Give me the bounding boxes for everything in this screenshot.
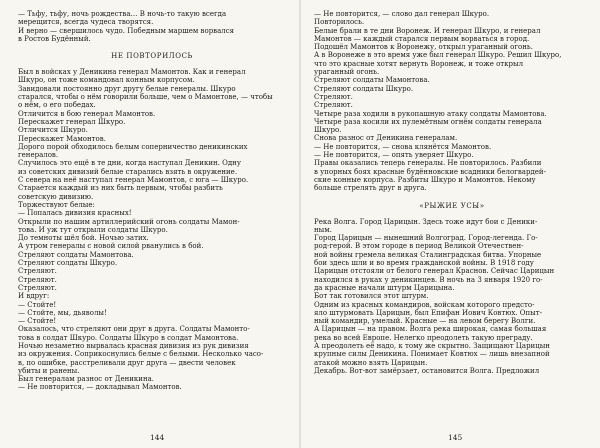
- left-top-text: [18, 10, 286, 43]
- text-line: Одним из красных командиров, войскам которого предсто-: [314, 300, 535, 309]
- text-line: Город Царицын — нынешний Волгоград. Город-легенда. Го-: [314, 234, 538, 243]
- text-line: Стреляют.: [314, 92, 353, 101]
- text-line: убиты и ранены.: [18, 366, 80, 375]
- text-line: — Стойте!: [18, 317, 57, 326]
- text-line: Декабрь. Вот-вот замёрзает, остановится Волга. Предложил: [314, 366, 540, 375]
- text-line: яло штурмовать Царицын, был Епифан Иович Ковтюх. Опыт-: [314, 308, 542, 317]
- text-line: А Царицын — на правом. Волга река широкая, самая большая: [314, 325, 547, 334]
- text-line: това в солдат Шкуро. Солдаты Шкуро в солдат Мамонтова.: [18, 333, 239, 342]
- text-line: советскую дивизию.: [18, 192, 94, 201]
- text-line: находился в руках у деникинцев. В ночь на 3 января 1920 го-: [314, 275, 543, 284]
- text-line: А преодолеть её надо, к тому же скрытно. Защищают Царицын: [314, 341, 550, 350]
- text-line: ным.: [314, 225, 332, 234]
- chapter-heading-ryzhie-usy: «РЫЖИЕ УСЫ»: [419, 201, 485, 210]
- text-line: Перескажет генерал Шкуро.: [18, 117, 126, 126]
- text-line: Четыре раза косили их пулемётным огнём солдаты генерала: [314, 117, 542, 126]
- text-line: Стреляют.: [18, 283, 57, 292]
- text-line: Мамонтов — каждый старался первым ворваться в город.: [314, 34, 530, 43]
- text-line: река во всей Европе. Нелегко преодолеть такую преграду.: [314, 333, 533, 342]
- text-line: Царицын отстояли от белого генерал Краснов. Сейчас Царицын: [314, 267, 555, 276]
- text-line: ный командир, умелый. Красные — на левом берегу Волги.: [314, 317, 536, 326]
- text-line: Правы оказались теперь генералы. Не повторилось. Разбили: [314, 159, 542, 168]
- text-line: Повторилось.: [314, 18, 365, 27]
- text-line: — Тьфу, тьфу, ночь рождества… В ночь-то такую всегда: [18, 10, 227, 18]
- text-line: това. И уж тут открыли солдаты Шкуро.: [18, 225, 168, 234]
- text-line: Стреляют.: [18, 267, 57, 276]
- text-line: мерещится, всегда чудеса творятся.: [18, 18, 154, 27]
- text-line: из окружения. Соприкоснулись белые с белыми. Несколько часо-: [18, 350, 264, 359]
- text-line: Бот так готовился этот штурм.: [314, 292, 429, 301]
- text-line: Старается каждый из них быть первым, чтобы разбить: [18, 184, 223, 193]
- text-line: С севера на неё наступал генерал Мамонтов, с юга — Шкуро.: [18, 176, 249, 185]
- text-line: Стреляют.: [18, 275, 57, 284]
- text-line: из советских дивизий белые старались взять в окружение.: [18, 167, 238, 176]
- text-line: Открыли по нашим артиллерийский огонь солдаты Мамон-: [18, 217, 240, 226]
- text-line: атакой можно взять Царицын.: [314, 358, 428, 367]
- right-body-text: [314, 218, 590, 376]
- text-line: До темноты шёл бой. Ночью затих.: [18, 234, 149, 243]
- text-line: Подошёл Мамонтов к Воронежу, открыл ураганный огонь.: [314, 43, 533, 52]
- text-line: Шкуро.: [314, 126, 342, 135]
- text-line: — Не повторится, — опять уверяет Шкуро.: [314, 151, 474, 160]
- text-line: — Стойте, мы, дьяволы!: [18, 308, 107, 317]
- text-line: Стреляют солдаты Мамонтова.: [314, 76, 430, 85]
- text-line: Шкуро, он тоже командовал конным корпусом.: [18, 76, 195, 85]
- text-line: Стреляют солдаты Шкуро.: [18, 259, 118, 268]
- page-number-right: 145: [448, 433, 463, 442]
- text-line: — Стойте!: [18, 300, 57, 309]
- left-body-text: [18, 68, 286, 392]
- text-line: в упорных боях красные будённовские всадники белогвардей-: [314, 167, 546, 176]
- text-line: Завидовали постоянно друг другу белые генералы. Шкуро: [18, 84, 236, 93]
- text-line: А в Воронеже в это время уже был генерал Шкуро. Решил Шкуро,: [314, 51, 562, 60]
- text-line: ураганный огонь.: [314, 68, 380, 77]
- text-line: Оказалось, что стреляют они друг в друга. Солдаты Мамонто-: [18, 325, 250, 334]
- text-line: ские конные корпуса. Разбиты Шкуро и Мамонтов. Некому: [314, 175, 536, 184]
- text-line: Случилось это ещё в те дни, когда наступал Деникин. Одну: [18, 159, 241, 168]
- text-line: крупные силы Деникина. Понимает Ковтюх — лишь внезапной: [314, 350, 550, 359]
- text-line: старался, чтобы о нём говорили больше, чем о Мамонтове, — чтобы: [18, 93, 273, 102]
- chapter-heading-ne-povtorilos: НЕ ПОВТОРИЛОСЬ: [111, 52, 193, 61]
- text-line: Стреляют солдаты Шкуро.: [314, 84, 414, 93]
- text-line: Стреляют солдаты Мамонтова.: [18, 250, 134, 259]
- text-line: род-герой. В этом городе в период Великой Отечествен-: [314, 242, 524, 251]
- text-line: Стреляют.: [314, 101, 353, 110]
- page-number-left: 144: [150, 433, 165, 442]
- text-line: Ночью незаметно вырвалась красная дивизия из рук дивизия: [18, 341, 249, 350]
- text-line: генералов.: [18, 151, 59, 160]
- text-line: — Не повторится, — снова клянётся Мамонтов.: [314, 142, 492, 151]
- text-line: Белые брали в те дни Воронеж. И генерал Шкуро, и генерал: [314, 26, 541, 35]
- text-line: И верно — свершилось чудо. Победным маршем ворвался: [18, 26, 235, 35]
- text-line: А утром генералы с новой силой рванулись в бой.: [18, 242, 204, 251]
- text-line: о нём, о его победах.: [18, 101, 96, 110]
- text-line: — Попалась дивизия красных!: [18, 209, 132, 218]
- text-line: Был генералам разнос от Деникина.: [18, 375, 155, 384]
- text-line: ной войны гремела великая Сталинградская битва. Упорные: [314, 250, 542, 259]
- text-line: Река Волга. Город Царицын. Здесь тоже идут бои с Деники-: [314, 217, 538, 226]
- text-line: Перескажет Мамонтов.: [18, 134, 106, 143]
- text-line: больше стрелять друг в друга.: [314, 184, 427, 193]
- right-top-text: [314, 10, 590, 193]
- text-line: в, по ошибке, расстреливали друг друга — двести человек: [18, 358, 236, 367]
- text-line: Дорого порой обходилось белым соперничество деникинских: [18, 142, 248, 151]
- text-line: И вдруг:: [18, 292, 50, 301]
- text-line: Четыре раза ходили в рукопашную атаку солдаты Мамонтова.: [314, 109, 547, 118]
- text-line: — Не повторится, — слово дал генерал Шкуро.: [314, 10, 490, 18]
- text-line: да красные начали штурм Царицына.: [314, 283, 455, 292]
- text-line: Был в войсках у Деникина генерал Мамонтов. Как и генерал: [18, 68, 246, 77]
- text-line: Снова разнос от Деникина генералам.: [314, 134, 458, 143]
- text-line: бои здесь шли и во время гражданской войны. В 1918 году: [314, 259, 534, 268]
- text-line: Торжествуют белые:: [18, 200, 95, 209]
- text-line: что это красные хотят вернуть Воронеж, и тоже открыл: [314, 59, 524, 68]
- text-line: в Ростов Будённый.: [18, 34, 91, 43]
- text-line: — Не повторится, — докладывал Мамонтов.: [18, 383, 182, 392]
- right-page: [300, 0, 600, 448]
- text-line: Отличится Шкуро.: [18, 126, 88, 135]
- text-line: Отличится в бою генерал Мамонтов.: [18, 109, 156, 118]
